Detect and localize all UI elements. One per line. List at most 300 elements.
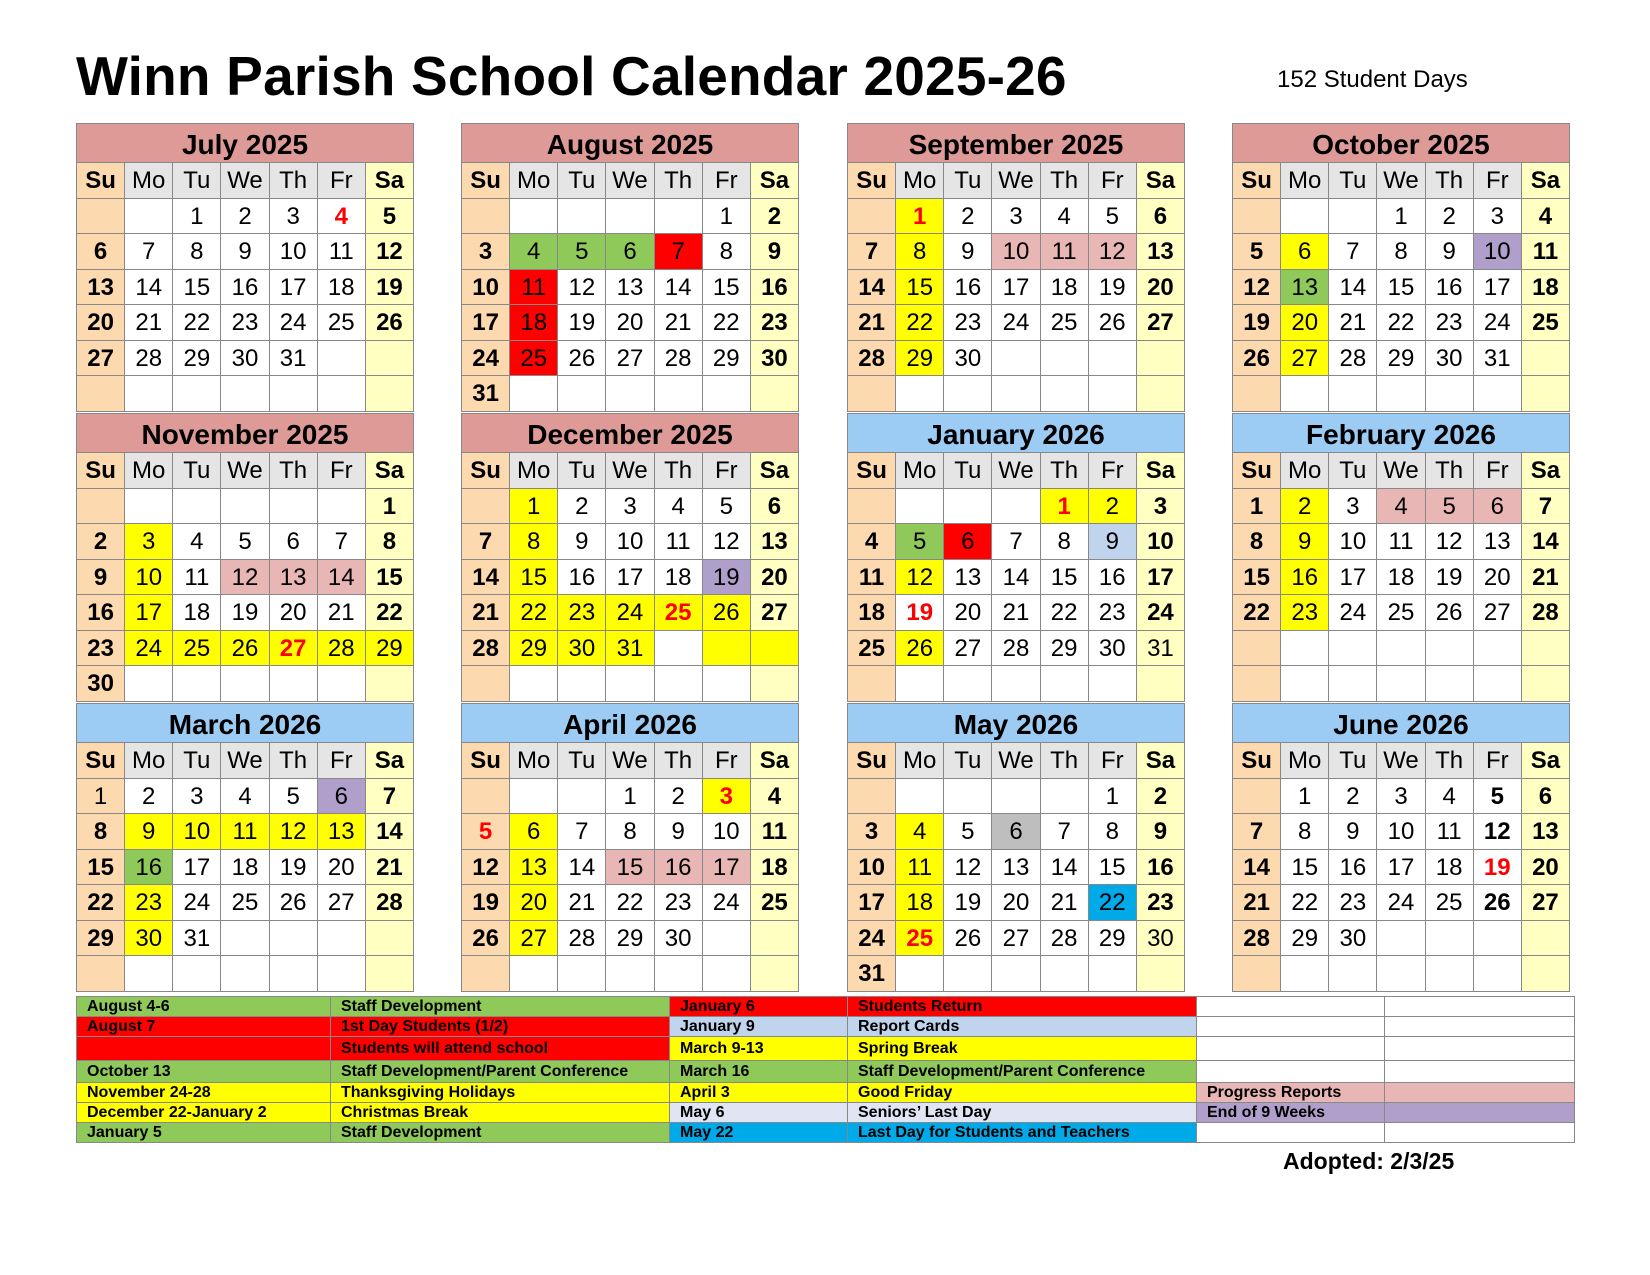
day-cell: 3 <box>992 199 1040 235</box>
day-cell: 11 <box>655 524 703 560</box>
day-cell: 14 <box>655 270 703 306</box>
day-cell: 12 <box>558 270 606 306</box>
day-cell: 9 <box>1281 524 1329 560</box>
weekday-header: Mo <box>510 453 558 489</box>
day-cell: 3 <box>1377 779 1425 815</box>
day-cell: 8 <box>1041 524 1089 560</box>
day-cell: 3 <box>1137 489 1185 525</box>
weekday-header: Mo <box>1281 453 1329 489</box>
empty-cell <box>366 666 414 702</box>
empty-cell <box>77 489 125 525</box>
day-cell: 17 <box>606 560 654 596</box>
day-cell: 23 <box>558 595 606 631</box>
day-cell: 17 <box>1377 850 1425 886</box>
day-cell: 9 <box>1329 814 1377 850</box>
day-cell: 17 <box>1329 560 1377 596</box>
weekday-header: Th <box>1041 453 1089 489</box>
month-september-2025 <box>847 123 1185 412</box>
empty-cell <box>1329 199 1377 235</box>
day-cell: 2 <box>1426 199 1474 235</box>
day-cell: 17 <box>992 270 1040 306</box>
weekday-header: Th <box>270 453 318 489</box>
day-cell: 2 <box>1137 779 1185 815</box>
legend-event: 1st Day Students (1/2) <box>331 1017 670 1037</box>
empty-cell <box>992 779 1040 815</box>
weekday-header: Th <box>1041 163 1089 199</box>
empty-cell <box>606 376 654 412</box>
day-cell: 20 <box>1137 270 1185 306</box>
legend-date: Progress Reports <box>1197 1083 1385 1103</box>
day-cell: 8 <box>366 524 414 560</box>
day-cell: 27 <box>944 631 992 667</box>
day-cell: 31 <box>462 376 510 412</box>
day-cell: 5 <box>462 814 510 850</box>
empty-cell <box>944 489 992 525</box>
legend-row <box>77 1083 1575 1103</box>
weekday-header: Fr <box>1089 163 1137 199</box>
day-cell: 27 <box>270 631 318 667</box>
day-cell: 18 <box>221 850 269 886</box>
day-cell: 8 <box>1233 524 1281 560</box>
day-cell: 28 <box>848 341 896 377</box>
legend-date: March 16 <box>670 1061 848 1083</box>
day-cell: 29 <box>510 631 558 667</box>
empty-cell <box>125 489 173 525</box>
day-cell: 7 <box>1329 234 1377 270</box>
empty-cell <box>558 779 606 815</box>
empty-cell <box>125 956 173 992</box>
empty-cell <box>1474 376 1522 412</box>
day-cell: 15 <box>1281 850 1329 886</box>
empty-cell <box>366 341 414 377</box>
day-cell: 28 <box>558 921 606 957</box>
empty-cell <box>1041 376 1089 412</box>
empty-cell <box>896 956 944 992</box>
day-cell: 24 <box>1377 885 1425 921</box>
weekday-header: Sa <box>1137 743 1185 779</box>
legend-date: January 5 <box>77 1123 331 1143</box>
day-cell: 10 <box>992 234 1040 270</box>
day-cell: 11 <box>1041 234 1089 270</box>
day-cell: 19 <box>1426 560 1474 596</box>
day-cell: 24 <box>1329 595 1377 631</box>
empty-cell <box>558 376 606 412</box>
day-cell: 15 <box>510 560 558 596</box>
day-cell: 8 <box>77 814 125 850</box>
day-cell: 16 <box>1329 850 1377 886</box>
day-cell: 28 <box>366 885 414 921</box>
day-cell: 7 <box>848 234 896 270</box>
empty-cell <box>270 666 318 702</box>
empty-cell <box>1474 921 1522 957</box>
day-cell: 26 <box>703 595 751 631</box>
day-cell: 26 <box>896 631 944 667</box>
empty-cell <box>1522 921 1570 957</box>
day-cell: 21 <box>1329 305 1377 341</box>
adopted-date: Adopted: 2/3/25 <box>1283 1148 1455 1174</box>
weekday-header: Th <box>655 163 703 199</box>
day-cell: 16 <box>944 270 992 306</box>
day-cell: 2 <box>1329 779 1377 815</box>
day-cell: 6 <box>270 524 318 560</box>
day-cell: 23 <box>77 631 125 667</box>
empty-cell <box>1041 956 1089 992</box>
day-cell: 17 <box>125 595 173 631</box>
day-cell: 3 <box>173 779 221 815</box>
day-cell: 10 <box>1474 234 1522 270</box>
weekday-header: Tu <box>558 453 606 489</box>
day-cell: 19 <box>366 270 414 306</box>
day-cell: 20 <box>318 850 366 886</box>
empty-cell <box>1137 376 1185 412</box>
empty-cell <box>848 666 896 702</box>
empty-cell <box>1089 666 1137 702</box>
day-cell: 30 <box>221 341 269 377</box>
day-cell: 2 <box>655 779 703 815</box>
day-cell: 5 <box>1426 489 1474 525</box>
empty-cell <box>992 376 1040 412</box>
legend-event: Report Cards <box>848 1017 1197 1037</box>
legend-date <box>1197 1061 1385 1083</box>
weekday-header: Fr <box>318 163 366 199</box>
weekday-header: Tu <box>1329 743 1377 779</box>
student-days-count: 152 Student Days <box>1277 66 1468 93</box>
empty-cell <box>944 376 992 412</box>
empty-cell <box>896 779 944 815</box>
weekday-header: Th <box>655 743 703 779</box>
day-cell: 12 <box>1089 234 1137 270</box>
empty-cell <box>1329 956 1377 992</box>
day-cell: 18 <box>173 595 221 631</box>
day-cell: 16 <box>655 850 703 886</box>
weekday-header: Fr <box>1474 163 1522 199</box>
weekday-header: Su <box>462 163 510 199</box>
day-cell: 22 <box>703 305 751 341</box>
day-cell: 11 <box>1522 234 1570 270</box>
day-cell: 10 <box>462 270 510 306</box>
day-cell: 16 <box>1089 560 1137 596</box>
legend-row <box>77 1061 1575 1083</box>
empty-cell <box>462 779 510 815</box>
weekday-header: Sa <box>366 163 414 199</box>
day-cell: 21 <box>462 595 510 631</box>
day-cell: 19 <box>1233 305 1281 341</box>
day-cell: 11 <box>173 560 221 596</box>
day-cell: 6 <box>1474 489 1522 525</box>
day-cell: 12 <box>221 560 269 596</box>
day-cell: 6 <box>751 489 799 525</box>
day-cell: 15 <box>1041 560 1089 596</box>
day-cell: 19 <box>221 595 269 631</box>
day-cell: 15 <box>1089 850 1137 886</box>
day-cell: 4 <box>510 234 558 270</box>
legend-event: Last Day for Students and Teachers <box>848 1123 1197 1143</box>
legend-event <box>1385 1083 1575 1103</box>
legend-date: November 24-28 <box>77 1083 331 1103</box>
day-cell: 24 <box>848 921 896 957</box>
day-cell: 23 <box>1426 305 1474 341</box>
empty-cell <box>1281 666 1329 702</box>
empty-cell <box>173 956 221 992</box>
weekday-header: Sa <box>751 163 799 199</box>
day-cell: 17 <box>173 850 221 886</box>
day-cell: 15 <box>366 560 414 596</box>
empty-cell <box>366 956 414 992</box>
day-cell: 14 <box>848 270 896 306</box>
day-cell: 3 <box>462 234 510 270</box>
day-cell: 22 <box>1089 885 1137 921</box>
day-cell: 1 <box>606 779 654 815</box>
empty-cell <box>270 921 318 957</box>
day-cell: 24 <box>270 305 318 341</box>
day-cell: 10 <box>125 560 173 596</box>
empty-cell <box>221 376 269 412</box>
day-cell: 20 <box>751 560 799 596</box>
legend-date: October 13 <box>77 1061 331 1083</box>
day-cell: 28 <box>1041 921 1089 957</box>
weekday-header: Sa <box>751 743 799 779</box>
day-cell: 7 <box>992 524 1040 560</box>
day-cell: 16 <box>125 850 173 886</box>
empty-cell <box>944 956 992 992</box>
weekday-header: Sa <box>366 743 414 779</box>
day-cell: 30 <box>1137 921 1185 957</box>
empty-cell <box>318 666 366 702</box>
empty-cell <box>221 489 269 525</box>
day-cell: 21 <box>655 305 703 341</box>
day-cell: 28 <box>462 631 510 667</box>
day-cell: 2 <box>77 524 125 560</box>
empty-cell <box>606 956 654 992</box>
weekday-header: Th <box>1041 743 1089 779</box>
day-cell: 9 <box>1426 234 1474 270</box>
day-cell: 30 <box>1426 341 1474 377</box>
weekday-header: Su <box>1233 163 1281 199</box>
legend-date: December 22-January 2 <box>77 1103 331 1123</box>
day-cell: 16 <box>558 560 606 596</box>
day-cell: 13 <box>510 850 558 886</box>
day-cell: 19 <box>944 885 992 921</box>
legend-event: Staff Development <box>331 1123 670 1143</box>
empty-cell <box>462 199 510 235</box>
empty-cell <box>318 341 366 377</box>
day-cell: 5 <box>1233 234 1281 270</box>
day-cell: 27 <box>1281 341 1329 377</box>
empty-cell <box>1233 631 1281 667</box>
day-cell: 3 <box>703 779 751 815</box>
day-cell: 31 <box>848 956 896 992</box>
day-cell: 18 <box>510 305 558 341</box>
day-cell: 18 <box>655 560 703 596</box>
day-cell: 9 <box>1089 524 1137 560</box>
legend-date: March 9-13 <box>670 1037 848 1061</box>
day-cell: 17 <box>462 305 510 341</box>
day-cell: 13 <box>318 814 366 850</box>
weekday-header: Th <box>1426 163 1474 199</box>
day-cell: 2 <box>944 199 992 235</box>
day-cell: 29 <box>1377 341 1425 377</box>
weekday-header: Fr <box>1089 743 1137 779</box>
day-cell: 31 <box>1474 341 1522 377</box>
day-cell: 12 <box>366 234 414 270</box>
empty-cell <box>703 376 751 412</box>
legend-row <box>77 1123 1575 1143</box>
day-cell: 11 <box>510 270 558 306</box>
weekday-header: Tu <box>944 743 992 779</box>
legend-date <box>77 1037 331 1061</box>
weekday-header: Sa <box>1522 163 1570 199</box>
day-cell: 21 <box>558 885 606 921</box>
day-cell: 24 <box>462 341 510 377</box>
weekday-header: Mo <box>510 163 558 199</box>
day-cell: 15 <box>1377 270 1425 306</box>
day-cell: 21 <box>125 305 173 341</box>
day-cell: 7 <box>655 234 703 270</box>
empty-cell <box>366 921 414 957</box>
day-cell: 11 <box>221 814 269 850</box>
empty-cell <box>221 956 269 992</box>
day-cell: 6 <box>318 779 366 815</box>
day-cell: 27 <box>1474 595 1522 631</box>
month-january-2026 <box>847 413 1185 702</box>
day-cell: 10 <box>1137 524 1185 560</box>
empty-cell <box>751 631 799 667</box>
day-cell: 28 <box>125 341 173 377</box>
day-cell: 17 <box>848 885 896 921</box>
empty-cell <box>1329 631 1377 667</box>
day-cell: 5 <box>944 814 992 850</box>
empty-cell <box>1233 376 1281 412</box>
legend-event <box>1385 1123 1575 1143</box>
day-cell: 22 <box>896 305 944 341</box>
day-cell: 25 <box>896 921 944 957</box>
month-july-2025 <box>76 123 414 412</box>
day-cell: 25 <box>1522 305 1570 341</box>
legend-row <box>77 1037 1575 1061</box>
empty-cell <box>1377 956 1425 992</box>
day-cell: 6 <box>1281 234 1329 270</box>
day-cell: 3 <box>125 524 173 560</box>
day-cell: 25 <box>1377 595 1425 631</box>
day-cell: 21 <box>1522 560 1570 596</box>
empty-cell <box>173 489 221 525</box>
month-title: November 2025 <box>76 413 414 453</box>
day-cell: 25 <box>848 631 896 667</box>
empty-cell <box>125 376 173 412</box>
day-cell: 20 <box>1474 560 1522 596</box>
day-cell: 18 <box>1377 560 1425 596</box>
empty-cell <box>1137 666 1185 702</box>
day-cell: 13 <box>606 270 654 306</box>
day-cell: 26 <box>221 631 269 667</box>
day-cell: 29 <box>1041 631 1089 667</box>
legend-event <box>1385 1017 1575 1037</box>
day-cell: 4 <box>751 779 799 815</box>
day-cell: 7 <box>1041 814 1089 850</box>
day-cell: 18 <box>1522 270 1570 306</box>
day-cell: 12 <box>1233 270 1281 306</box>
empty-cell <box>992 666 1040 702</box>
weekday-header: Sa <box>1522 743 1570 779</box>
day-cell: 10 <box>1377 814 1425 850</box>
empty-cell <box>1137 341 1185 377</box>
weekday-header: Fr <box>1089 453 1137 489</box>
day-cell: 14 <box>992 560 1040 596</box>
empty-cell <box>462 666 510 702</box>
day-cell: 18 <box>896 885 944 921</box>
page-title: Winn Parish School Calendar 2025-26 <box>76 45 1067 107</box>
legend-event: Staff Development <box>331 997 670 1017</box>
day-cell: 23 <box>751 305 799 341</box>
empty-cell <box>510 376 558 412</box>
month-title: August 2025 <box>461 123 799 163</box>
day-cell: 1 <box>1377 199 1425 235</box>
empty-cell <box>221 666 269 702</box>
empty-cell <box>270 376 318 412</box>
weekday-header: Mo <box>510 743 558 779</box>
day-cell: 19 <box>1474 850 1522 886</box>
weekday-header: We <box>221 743 269 779</box>
day-cell: 23 <box>655 885 703 921</box>
legend-row <box>77 1103 1575 1123</box>
weekday-header: Tu <box>1329 163 1377 199</box>
day-cell: 27 <box>77 341 125 377</box>
weekday-header: Th <box>270 743 318 779</box>
day-cell: 17 <box>1474 270 1522 306</box>
weekday-header: We <box>606 743 654 779</box>
day-cell: 1 <box>77 779 125 815</box>
day-cell: 28 <box>992 631 1040 667</box>
empty-cell <box>944 666 992 702</box>
day-cell: 14 <box>125 270 173 306</box>
day-cell: 14 <box>462 560 510 596</box>
day-cell: 22 <box>366 595 414 631</box>
legend-date: January 9 <box>670 1017 848 1037</box>
day-cell: 4 <box>848 524 896 560</box>
day-cell: 11 <box>896 850 944 886</box>
day-cell: 22 <box>606 885 654 921</box>
empty-cell <box>992 489 1040 525</box>
day-cell: 30 <box>944 341 992 377</box>
day-cell: 19 <box>703 560 751 596</box>
weekday-header: Sa <box>751 453 799 489</box>
day-cell: 26 <box>1089 305 1137 341</box>
day-cell: 5 <box>366 199 414 235</box>
day-cell: 10 <box>173 814 221 850</box>
empty-cell <box>1474 956 1522 992</box>
day-cell: 14 <box>318 560 366 596</box>
legend-date: May 6 <box>670 1103 848 1123</box>
day-cell: 26 <box>944 921 992 957</box>
day-cell: 4 <box>173 524 221 560</box>
day-cell: 20 <box>1522 850 1570 886</box>
day-cell: 11 <box>751 814 799 850</box>
empty-cell <box>1233 199 1281 235</box>
day-cell: 20 <box>1281 305 1329 341</box>
weekday-header: We <box>1377 163 1425 199</box>
month-title: April 2026 <box>461 703 799 743</box>
day-cell: 29 <box>896 341 944 377</box>
legend-date <box>1197 1123 1385 1143</box>
legend-date: August 4-6 <box>77 997 331 1017</box>
weekday-header: Su <box>848 163 896 199</box>
legend-event: Students Return <box>848 997 1197 1017</box>
day-cell: 15 <box>606 850 654 886</box>
month-february-2026 <box>1232 413 1570 702</box>
day-cell: 9 <box>558 524 606 560</box>
empty-cell <box>751 376 799 412</box>
day-cell: 1 <box>1089 779 1137 815</box>
